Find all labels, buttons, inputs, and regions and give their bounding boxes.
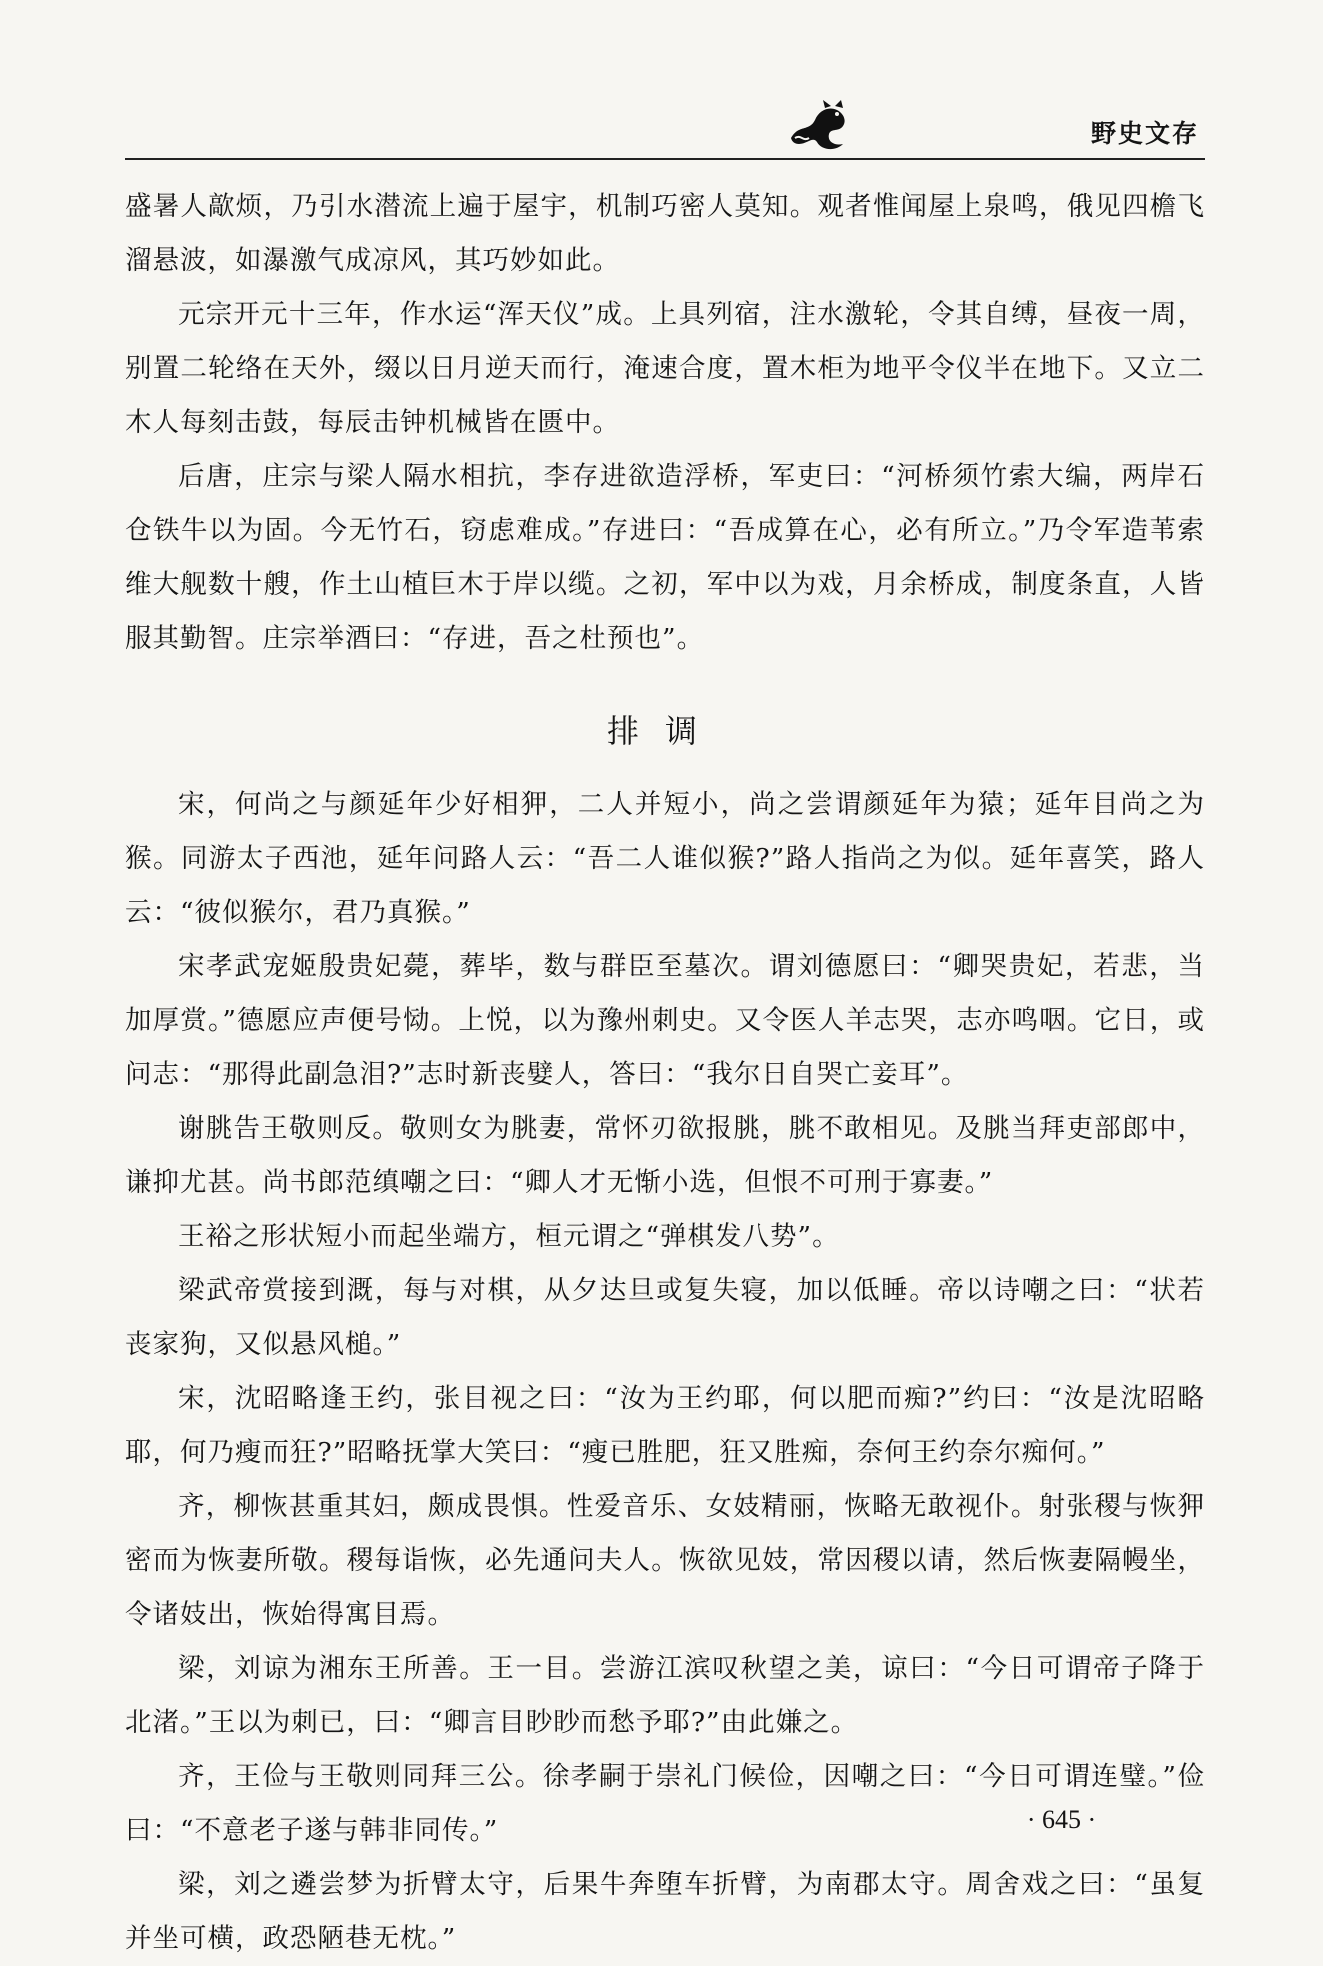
paragraph: 齐，王俭与王敬则同拜三公。徐孝嗣于崇礼门候俭，因嘲之曰：“今日可谓连璧。”俭曰：“不意老子遂与韩非同传。”	[125, 1761, 1205, 1846]
paragraph: 齐，柳恢甚重其妇，颇成畏惧。性爱音乐、女妓精丽，恢略无敢视仆。射张稷与恢狎密而为恢妻所敬。稷每诣恢，必先通问夫人。恢欲见妓，常因稷以请，然后恢妻隔幔坐，令诸妓出，恢始得寓目焉。	[125, 1491, 1205, 1630]
paragraph: 谢朓告王敬则反。敬则女为朓妻，常怀刃欲报朓，朓不敢相见。及朓当拜吏部郎中，谦抑尤甚。尚书郎范缜嘲之曰：“卿人才无惭小选，但恨不可刑于寡妻。”	[125, 1113, 1205, 1198]
page-content	[125, 180, 1205, 1966]
header-title: 野史文存	[1090, 119, 1199, 148]
paragraph: 盛暑人歊烦，乃引水潜流上遍于屋宇，机制巧密人莫知。观者惟闻屋上泉鸣，俄见四檐飞溜悬波，如瀑激气成凉风，其巧妙如此。	[125, 191, 1205, 276]
paragraph: 元宗开元十三年，作水运“浑天仪”成。上具列宿，注水激轮，令其自缚，昼夜一周，别置二轮络在天外，缀以日月逆天而行，淹速合度，置木柜为地平令仪半在地下。又立二木人每刻击鼓，每辰击钟机械皆在匮中。	[125, 299, 1205, 438]
page-header	[125, 88, 1205, 168]
paragraph: 梁武帝赏接到溉，每与对棋，从夕达旦或复失寝，加以低睡。帝以诗嘲之曰：“状若丧家狗，又似悬风槌。”	[125, 1275, 1205, 1360]
paragraph: 梁，刘谅为湘东王所善。王一目。尝游江滨叹秋望之美，谅曰：“今日可谓帝子降于北渚。”王以为刺已，曰：“卿言目眇眇而愁予耶?”由此嫌之。	[125, 1653, 1205, 1738]
paragraph: 梁，刘之遴尝梦为折臂太守，后果牛奔堕车折臂，为南郡太守。周舍戏之曰：“虽复并坐可横，政恐陋巷无枕。”	[125, 1869, 1205, 1954]
section-title: 排调	[606, 712, 723, 750]
paragraph: 王裕之形状短小而起坐端方，桓元谓之“弹棋发八势”。	[178, 1221, 840, 1252]
header-rule	[125, 158, 1205, 160]
paragraph: 宋，沈昭略逢王约，张目视之曰：“汝为王约耶，何以肥而痴?”约曰：“汝是沈昭略耶，何乃瘦而狂?”昭略抚掌大笑曰：“瘦已胜肥，狂又胜痴，奈何王约奈尔痴何。”	[125, 1383, 1205, 1468]
paragraph: 宋，何尚之与颜延年少好相狎，二人并短小，尚之尝谓颜延年为猿；延年目尚之为猴。同游太子西池，延年问路人云：“吾二人谁似猴?”路人指尚之为似。延年喜笑，路人云：“彼似猴尔，君乃真猴。”	[125, 789, 1205, 928]
dragon-icon	[785, 98, 853, 154]
page-number: · 645 ·	[1026, 1805, 1097, 1834]
paragraph: 宋孝武宠姬殷贵妃薨，葬毕，数与群臣至墓次。谓刘德愿曰：“卿哭贵妃，若悲，当加厚赏。”德愿应声便号恸。上悦，以为豫州刺史。又令医人羊志哭，志亦鸣咽。它日，或问志：“那得此副急泪?”志时新丧嬖人，答曰：“我尔日自哭亡妾耳”。	[125, 951, 1205, 1090]
paragraph: 后唐，庄宗与梁人隔水相抗，李存进欲造浮桥，军吏曰：“河桥须竹索大编，两岸石仓铁牛以为固。今无竹石，窃虑难成。”存进曰：“吾成算在心，必有所立。”乃令军造苇索维大舰数十艘，作土山植巨木于岸以缆。之初，军中以为戏，月余桥成，制度条直，人皆服其勤智。庄宗举酒曰：“存进，吾之杜预也”。	[125, 461, 1205, 654]
